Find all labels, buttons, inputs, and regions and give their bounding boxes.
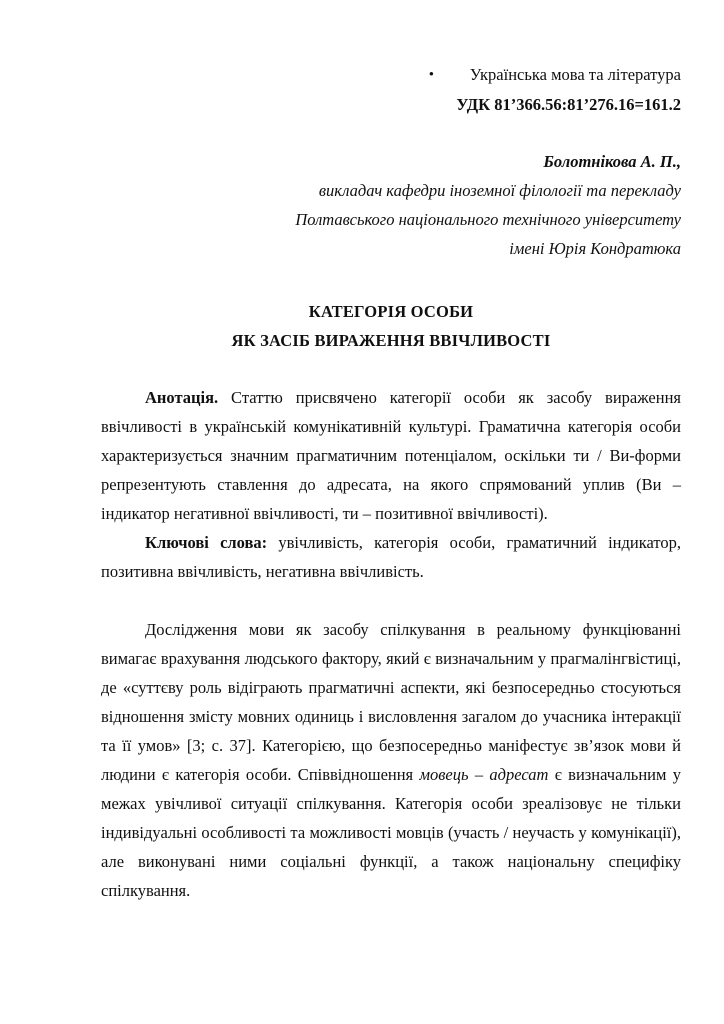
title-line-1: КАТЕГОРІЯ ОСОБИ [308,302,474,321]
page-title [101,297,681,355]
journal-rubric [101,62,681,88]
body-paragraph-1 [101,615,681,905]
keywords-label: Ключові слова: [145,533,268,552]
body-text-part-2: є визначальним у межах увічливої ситуації спілкування. Категорія особи зреалізовує не тільки індивідуальні особливості та можливості мовців (участь / неучасть у комунікації), але виконувані ними соціальні функції, а також національну специфіку спілкування. [101,765,682,900]
keywords-paragraph [101,528,681,586]
abstract-label: Анотація. [145,388,219,407]
rubric-text: Українська мова та література [469,65,681,84]
keywords-text: увічливість, категорія особи, граматичний індикатор, позитивна ввічливість, негативна ввічливість. [101,533,681,581]
author-affiliation-line-3: імені Юрія Кондратюка [509,239,681,258]
body-text-part-1: Дослідження мови як засобу спілкування в реальному функціюванні вимагає врахування людського фактору, який є визначальним у прагмалінгвістиці, де «суттєву роль відіграють прагматичні аспекти, які безпосередньо стосуються відношення змісту мовних одиниць і висловлення загалом до учасника інтеракції та її умов» [3; с. 37]. Категорією, що безпосередньо маніфестує зв’язок мови й людини є категорія особи. Співвідношення [101,620,681,784]
abstract-paragraph [101,383,681,528]
author-affiliation-line-2: Полтавського національного технічного університету [295,210,681,229]
author-affiliation-line-1: викладач кафедри іноземної філології та перекладу [318,181,681,200]
title-line-2: ЯК ЗАСІБ ВИРАЖЕННЯ ВВІЧЛИВОСТІ [231,331,551,350]
bullet-icon: • [428,67,435,83]
body-italic-phrase: мовець – адресат [419,765,549,784]
content-column [101,0,681,905]
udk-code: УДК 81’366.56:81’276.16=161.2 [456,95,681,114]
abstract-text: Статтю присвячено категорії особи як засобу вираження ввічливості в українській комунікативній культурі. Граматична категорія особи характеризується значним прагматичним потенціалом, оскільки ти / Ви-форми репрезентують ставлення до адресата, на якого спрямований уплив (Ви – індикатор негативної ввічливості, ти – позитивної ввічливості). [101,388,681,523]
author-name: Болотнікова А. П., [543,152,681,171]
author-block [101,147,681,263]
